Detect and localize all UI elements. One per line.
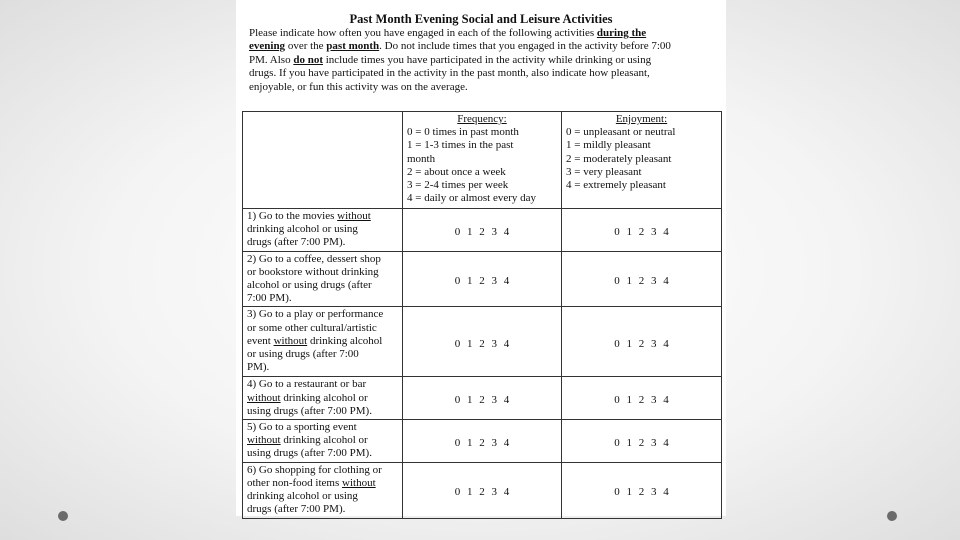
frequency-item: 3 = 2-4 times per week	[407, 179, 509, 192]
instr-emphasis: during the	[596, 27, 647, 39]
enjoyment-heading: Enjoyment:	[615, 113, 668, 125]
instr-text: include times you have participated in the activity while drinking or using	[322, 53, 652, 66]
enjoyment-scale[interactable]: 0 1 2 3 4	[562, 420, 722, 463]
activity-line: 2) Go to a coffee, dessert shop	[247, 252, 381, 265]
frequency-item: 1 = 1-3 times in the past	[407, 139, 514, 152]
frequency-item: 4 = daily or almost every day	[407, 192, 537, 205]
enjoyment-scale[interactable]: 0 1 2 3 4	[562, 307, 722, 377]
activity-line: event without drinking alcohol	[247, 334, 383, 347]
document-page	[236, 0, 726, 516]
bullet-dot-right	[887, 511, 897, 521]
enjoyment-scale[interactable]: 0 1 2 3 4	[562, 251, 722, 307]
table-row	[243, 462, 722, 518]
activity-cell	[243, 377, 403, 420]
activity-line: 1) Go to the movies without	[247, 210, 371, 222]
instr-text: over the	[285, 40, 327, 53]
enjoyment-scale[interactable]: 0 1 2 3 4	[562, 209, 722, 252]
instructions-line	[249, 54, 724, 67]
activity-line: without drinking alcohol or	[247, 391, 368, 404]
activity-line: other non-food items without	[247, 476, 376, 489]
blank-cell	[243, 112, 403, 209]
instructions-line: enjoyable, or fun this activity was on the average.	[249, 80, 468, 93]
activity-line: 7:00 PM).	[247, 292, 292, 305]
frequency-item: 2 = about once a week	[407, 165, 506, 178]
frequency-item: month	[407, 152, 436, 165]
instructions-line	[249, 40, 724, 53]
table-row	[243, 209, 722, 252]
table-row	[243, 377, 722, 420]
activity-cell	[243, 251, 403, 307]
enjoyment-item: 2 = moderately pleasant	[566, 152, 672, 165]
activity-cell	[243, 209, 403, 252]
activity-line: 4) Go to a restaurant or bar	[247, 378, 367, 391]
legend-row	[243, 112, 722, 209]
enjoyment-item: 3 = very pleasant	[566, 165, 642, 178]
activities-table	[242, 111, 722, 519]
instr-text: PM. Also	[249, 53, 294, 66]
frequency-heading: Frequency:	[457, 113, 507, 125]
page-title: Past Month Evening Social and Leisure Activities	[349, 12, 613, 26]
frequency-item: 0 = 0 times in past month	[407, 126, 519, 139]
table-row	[243, 251, 722, 307]
instr-emphasis: evening	[249, 40, 286, 53]
enjoyment-item: 0 = unpleasant or neutral	[566, 126, 676, 139]
activity-line: drinking alcohol or using	[247, 490, 358, 503]
frequency-scale[interactable]: 0 1 2 3 4	[403, 251, 562, 307]
activity-cell	[243, 462, 403, 518]
table-row	[243, 307, 722, 377]
activity-line: drugs (after 7:00 PM).	[247, 503, 346, 516]
activity-cell	[243, 420, 403, 463]
bullet-dot-left	[58, 511, 68, 521]
enjoyment-legend	[562, 112, 722, 209]
frequency-scale[interactable]: 0 1 2 3 4	[403, 420, 562, 463]
activity-line: PM).	[247, 361, 270, 374]
enjoyment-scale[interactable]: 0 1 2 3 4	[562, 377, 722, 420]
instructions	[249, 27, 724, 94]
instructions-line: drugs. If you have participated in the activity in the past month, also indicate how pleasant,	[249, 67, 650, 80]
activity-line: using drugs (after 7:00 PM).	[247, 404, 372, 417]
enjoyment-item: 4 = extremely pleasant	[566, 179, 666, 192]
activity-line: 3) Go to a play or performance	[247, 308, 384, 321]
activity-line: or using drugs (after 7:00	[247, 348, 359, 361]
instr-text: . Do not include times that you engaged in the activity before 7:00	[379, 40, 671, 53]
instr-emphasis: past month	[326, 40, 380, 53]
activity-cell	[243, 307, 403, 377]
instructions-line	[249, 27, 724, 40]
frequency-scale[interactable]: 0 1 2 3 4	[403, 377, 562, 420]
activity-line: without drinking alcohol or	[247, 434, 368, 447]
activity-line: using drugs (after 7:00 PM).	[247, 447, 372, 460]
frequency-scale[interactable]: 0 1 2 3 4	[403, 209, 562, 252]
enjoyment-scale[interactable]: 0 1 2 3 4	[562, 462, 722, 518]
activity-line: alcohol or using drugs (after	[247, 279, 372, 292]
instr-text: Please indicate how often you have engaged in each of the following activities	[249, 27, 597, 39]
frequency-legend	[403, 112, 562, 209]
table-row	[243, 420, 722, 463]
activity-line: or bookstore without drinking	[247, 265, 379, 278]
activity-line: 5) Go to a sporting event	[247, 421, 357, 434]
activity-line: 6) Go shopping for clothing or	[247, 463, 382, 476]
enjoyment-item: 1 = mildly pleasant	[566, 139, 651, 152]
frequency-scale[interactable]: 0 1 2 3 4	[403, 307, 562, 377]
instr-emphasis: do not	[293, 53, 323, 66]
frequency-scale[interactable]: 0 1 2 3 4	[403, 462, 562, 518]
activity-line: drinking alcohol or using	[247, 223, 358, 236]
activity-line: or some other cultural/artistic	[247, 321, 377, 334]
activity-line: drugs (after 7:00 PM).	[247, 236, 346, 249]
